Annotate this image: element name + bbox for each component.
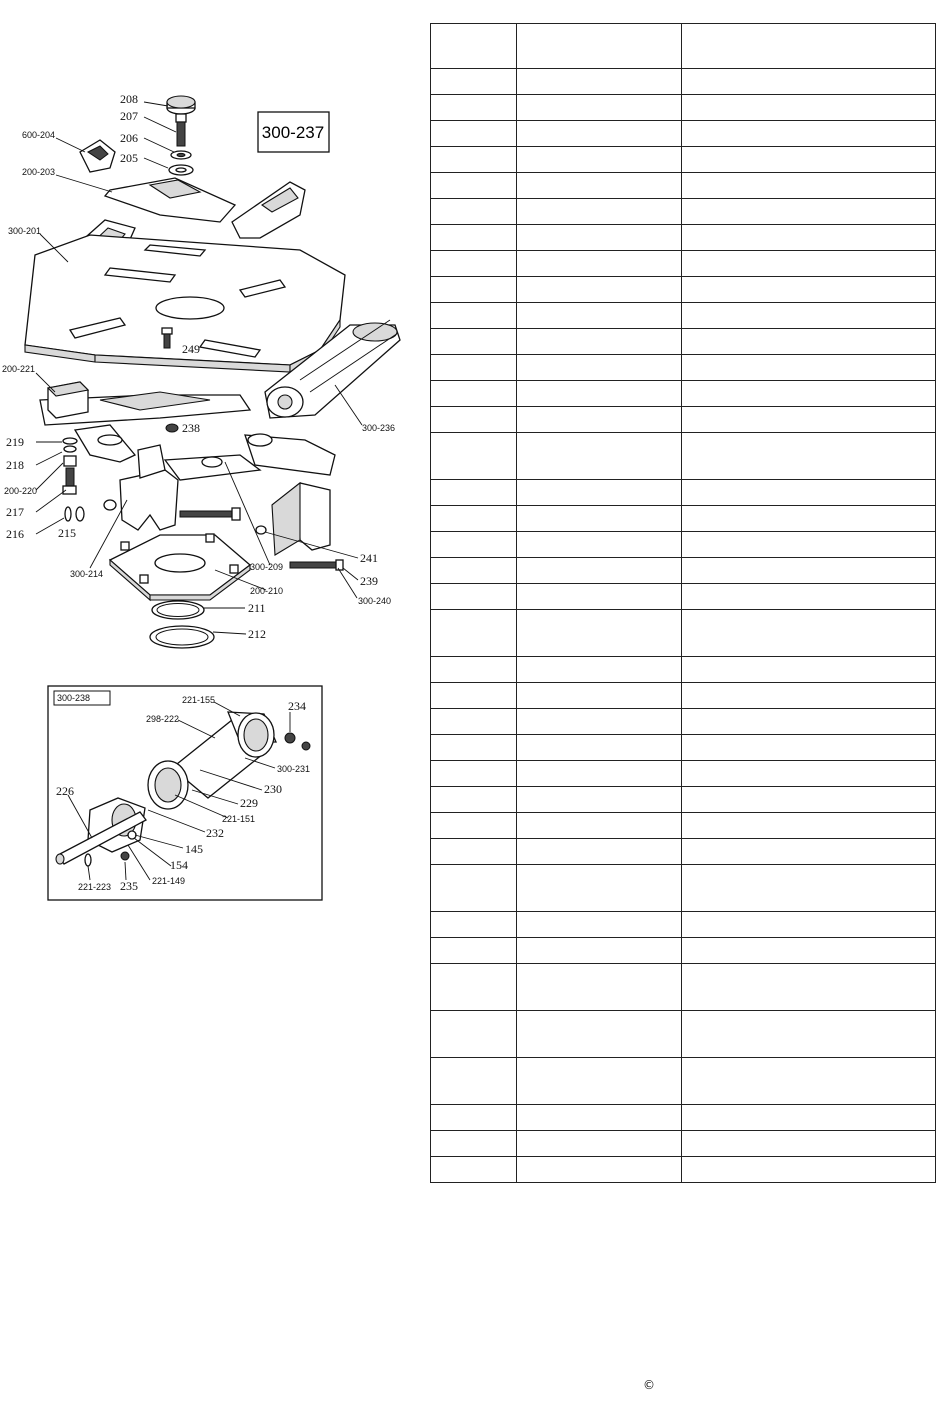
table-cell bbox=[431, 1105, 517, 1131]
table-cell bbox=[517, 558, 682, 584]
table-cell bbox=[431, 1058, 517, 1105]
table-cell bbox=[682, 761, 936, 787]
parts-list-table bbox=[430, 23, 936, 1183]
table-cell bbox=[682, 1011, 936, 1058]
table-cell bbox=[517, 251, 682, 277]
table-row bbox=[431, 912, 936, 938]
table-cell bbox=[517, 839, 682, 865]
table-cell bbox=[431, 584, 517, 610]
table-cell bbox=[517, 735, 682, 761]
table-cell bbox=[431, 938, 517, 964]
table-cell bbox=[682, 1058, 936, 1105]
table-cell bbox=[431, 610, 517, 657]
table-row bbox=[431, 839, 936, 865]
table-cell bbox=[682, 121, 936, 147]
callout-226: 226 bbox=[56, 784, 74, 798]
table-cell bbox=[517, 813, 682, 839]
table-cell bbox=[431, 24, 517, 69]
table-row bbox=[431, 683, 936, 709]
callout-300-236: 300-236 bbox=[362, 423, 396, 433]
table-cell bbox=[682, 912, 936, 938]
table-cell bbox=[682, 938, 936, 964]
table-cell bbox=[682, 225, 936, 251]
callout-249: 249 bbox=[182, 342, 200, 356]
table-cell bbox=[682, 506, 936, 532]
table-cell bbox=[682, 24, 936, 69]
clamp-600-204 bbox=[80, 140, 115, 172]
callout-207: 207 bbox=[120, 109, 138, 123]
table-row bbox=[431, 1058, 936, 1105]
table-cell bbox=[682, 964, 936, 1011]
table-cell bbox=[682, 584, 936, 610]
callout-218: 218 bbox=[6, 458, 24, 472]
table-cell bbox=[431, 251, 517, 277]
table-row bbox=[431, 1131, 936, 1157]
table-row bbox=[431, 1105, 936, 1131]
table-row bbox=[431, 303, 936, 329]
table-cell bbox=[517, 657, 682, 683]
table-row bbox=[431, 584, 936, 610]
callout-221-155: 221-155 bbox=[182, 695, 216, 705]
table-row bbox=[431, 735, 936, 761]
callout-216: 216 bbox=[6, 527, 24, 541]
callout-241: 241 bbox=[360, 551, 378, 565]
callout-200-210: 200-210 bbox=[250, 586, 284, 596]
table-cell bbox=[682, 735, 936, 761]
table-cell bbox=[517, 121, 682, 147]
table-cell bbox=[682, 610, 936, 657]
table-row bbox=[431, 121, 936, 147]
table-cell bbox=[517, 199, 682, 225]
table-row bbox=[431, 381, 936, 407]
callout-217: 217 bbox=[6, 505, 24, 519]
table-cell bbox=[517, 95, 682, 121]
table-cell bbox=[431, 329, 517, 355]
table-cell bbox=[682, 199, 936, 225]
knob-assembly bbox=[167, 96, 195, 175]
callout-230: 230 bbox=[264, 782, 282, 796]
table-row bbox=[431, 95, 936, 121]
table-cell bbox=[431, 69, 517, 95]
table-row bbox=[431, 610, 936, 657]
table-cell bbox=[431, 761, 517, 787]
table-cell bbox=[682, 532, 936, 558]
table-row bbox=[431, 964, 936, 1011]
assembly-number-label: 300-237 bbox=[261, 123, 325, 142]
callout-298-222: 298-222 bbox=[146, 714, 180, 724]
callout-300-209: 300-209 bbox=[250, 562, 284, 572]
table-row bbox=[431, 433, 936, 480]
table-cell bbox=[517, 225, 682, 251]
table-row bbox=[431, 787, 936, 813]
callout-600-204: 600-204 bbox=[22, 130, 56, 140]
table-row bbox=[431, 506, 936, 532]
table-row bbox=[431, 480, 936, 506]
table-cell bbox=[517, 1131, 682, 1157]
table-cell bbox=[517, 24, 682, 69]
table-row bbox=[431, 938, 936, 964]
table-row bbox=[431, 69, 936, 95]
table-cell bbox=[431, 480, 517, 506]
table-row bbox=[431, 407, 936, 433]
table-cell bbox=[682, 147, 936, 173]
block-200-221 bbox=[48, 382, 88, 418]
callout-200-220: 200-220 bbox=[4, 486, 38, 496]
table-row bbox=[431, 761, 936, 787]
table-row bbox=[431, 329, 936, 355]
callout-232: 232 bbox=[206, 826, 224, 840]
callout-235: 235 bbox=[120, 879, 138, 893]
table-cell bbox=[431, 433, 517, 480]
table-cell bbox=[517, 912, 682, 938]
table-cell bbox=[431, 95, 517, 121]
table-row bbox=[431, 1157, 936, 1183]
table-cell bbox=[682, 251, 936, 277]
table-cell bbox=[517, 532, 682, 558]
table-cell bbox=[431, 199, 517, 225]
table-cell bbox=[517, 69, 682, 95]
table-cell bbox=[682, 1131, 936, 1157]
table-cell bbox=[682, 277, 936, 303]
table-cell bbox=[431, 787, 517, 813]
callout-239: 239 bbox=[360, 574, 378, 588]
table-cell bbox=[682, 787, 936, 813]
table-cell bbox=[517, 355, 682, 381]
bracket-300-240 bbox=[256, 483, 343, 570]
table-cell bbox=[431, 709, 517, 735]
table-cell bbox=[682, 839, 936, 865]
table-cell bbox=[517, 506, 682, 532]
table-cell bbox=[517, 303, 682, 329]
table-cell bbox=[682, 69, 936, 95]
copyright-symbol: © bbox=[643, 1378, 655, 1392]
table-cell bbox=[431, 355, 517, 381]
table-cell bbox=[431, 813, 517, 839]
table-cell bbox=[682, 381, 936, 407]
table-cell bbox=[517, 480, 682, 506]
table-cell bbox=[682, 813, 936, 839]
table-row bbox=[431, 532, 936, 558]
callout-221-151: 221-151 bbox=[222, 814, 256, 824]
callout-300-240: 300-240 bbox=[358, 596, 392, 606]
callout-200-203: 200-203 bbox=[22, 167, 56, 177]
table-cell bbox=[431, 839, 517, 865]
table-cell bbox=[682, 657, 936, 683]
table-cell bbox=[517, 147, 682, 173]
callout-300-201: 300-201 bbox=[8, 226, 42, 236]
table-cell bbox=[682, 355, 936, 381]
table-row bbox=[431, 355, 936, 381]
callout-219: 219 bbox=[6, 435, 24, 449]
table-cell bbox=[517, 407, 682, 433]
table-row bbox=[431, 709, 936, 735]
callout-145: 145 bbox=[185, 842, 203, 856]
callout-212: 212 bbox=[248, 627, 266, 641]
callout-205: 205 bbox=[120, 151, 138, 165]
table-cell bbox=[682, 709, 936, 735]
table-cell bbox=[517, 1011, 682, 1058]
table-cell bbox=[517, 709, 682, 735]
table-cell bbox=[517, 433, 682, 480]
long-screw bbox=[180, 508, 240, 520]
table-row bbox=[431, 813, 936, 839]
table-row bbox=[431, 225, 936, 251]
table-cell bbox=[517, 683, 682, 709]
table-row bbox=[431, 657, 936, 683]
table-cell bbox=[517, 329, 682, 355]
table-cell bbox=[682, 303, 936, 329]
table-cell bbox=[431, 1157, 517, 1183]
table-cell bbox=[431, 506, 517, 532]
callout-200-221: 200-221 bbox=[2, 364, 36, 374]
small-parts-stack bbox=[63, 438, 84, 521]
table-cell bbox=[682, 558, 936, 584]
callout-221-223: 221-223 bbox=[78, 882, 112, 892]
table-cell bbox=[682, 1105, 936, 1131]
table-cell bbox=[431, 381, 517, 407]
table-cell bbox=[431, 964, 517, 1011]
table-row bbox=[431, 251, 936, 277]
callout-154: 154 bbox=[170, 858, 188, 872]
callout-229: 229 bbox=[240, 796, 258, 810]
callout-211: 211 bbox=[248, 601, 266, 615]
table-row bbox=[431, 173, 936, 199]
table-cell bbox=[431, 657, 517, 683]
table-cell bbox=[517, 1105, 682, 1131]
table-cell bbox=[517, 1058, 682, 1105]
callout-300-231: 300-231 bbox=[277, 764, 311, 774]
callout-221-149: 221-149 bbox=[152, 876, 186, 886]
table-cell bbox=[431, 121, 517, 147]
table-cell bbox=[682, 433, 936, 480]
table-cell bbox=[431, 865, 517, 912]
table-cell bbox=[517, 1157, 682, 1183]
table-cell bbox=[517, 381, 682, 407]
table-cell bbox=[517, 610, 682, 657]
table-row bbox=[431, 199, 936, 225]
table-row bbox=[431, 147, 936, 173]
table-cell bbox=[431, 173, 517, 199]
table-cell bbox=[682, 865, 936, 912]
table-cell bbox=[682, 95, 936, 121]
table-header-row bbox=[431, 24, 936, 69]
table-row bbox=[431, 277, 936, 303]
table-cell bbox=[517, 761, 682, 787]
table-cell bbox=[431, 277, 517, 303]
table-cell bbox=[517, 584, 682, 610]
table-cell bbox=[517, 938, 682, 964]
table-cell bbox=[431, 1131, 517, 1157]
inset-box-label: 300-238 bbox=[57, 693, 91, 703]
table-cell bbox=[431, 683, 517, 709]
callout-208: 208 bbox=[120, 92, 138, 106]
callout-300-214: 300-214 bbox=[70, 569, 104, 579]
exploded-parts-diagram bbox=[0, 0, 420, 920]
table-row bbox=[431, 865, 936, 912]
table-cell bbox=[431, 225, 517, 251]
table-cell bbox=[682, 329, 936, 355]
table-cell bbox=[682, 683, 936, 709]
nut-238 bbox=[166, 424, 178, 432]
table-row bbox=[431, 1011, 936, 1058]
callout-215: 215 bbox=[58, 526, 76, 540]
table-cell bbox=[682, 480, 936, 506]
table-cell bbox=[682, 173, 936, 199]
table-row bbox=[431, 558, 936, 584]
table-cell bbox=[517, 787, 682, 813]
table-cell bbox=[517, 173, 682, 199]
table-cell bbox=[431, 558, 517, 584]
table-cell bbox=[431, 407, 517, 433]
table-cell bbox=[431, 532, 517, 558]
table-cell bbox=[431, 147, 517, 173]
table-cell bbox=[431, 303, 517, 329]
base-plate-200-210 bbox=[110, 534, 250, 600]
callout-234: 234 bbox=[288, 699, 306, 713]
callout-238: 238 bbox=[182, 421, 200, 435]
table-cell bbox=[517, 964, 682, 1011]
table-cell bbox=[431, 735, 517, 761]
table-cell bbox=[431, 1011, 517, 1058]
table-cell bbox=[517, 865, 682, 912]
bolt-249 bbox=[162, 328, 172, 348]
table-cell bbox=[431, 912, 517, 938]
table-cell bbox=[517, 277, 682, 303]
callout-206: 206 bbox=[120, 131, 138, 145]
table-cell bbox=[682, 407, 936, 433]
table-cell bbox=[682, 1157, 936, 1183]
